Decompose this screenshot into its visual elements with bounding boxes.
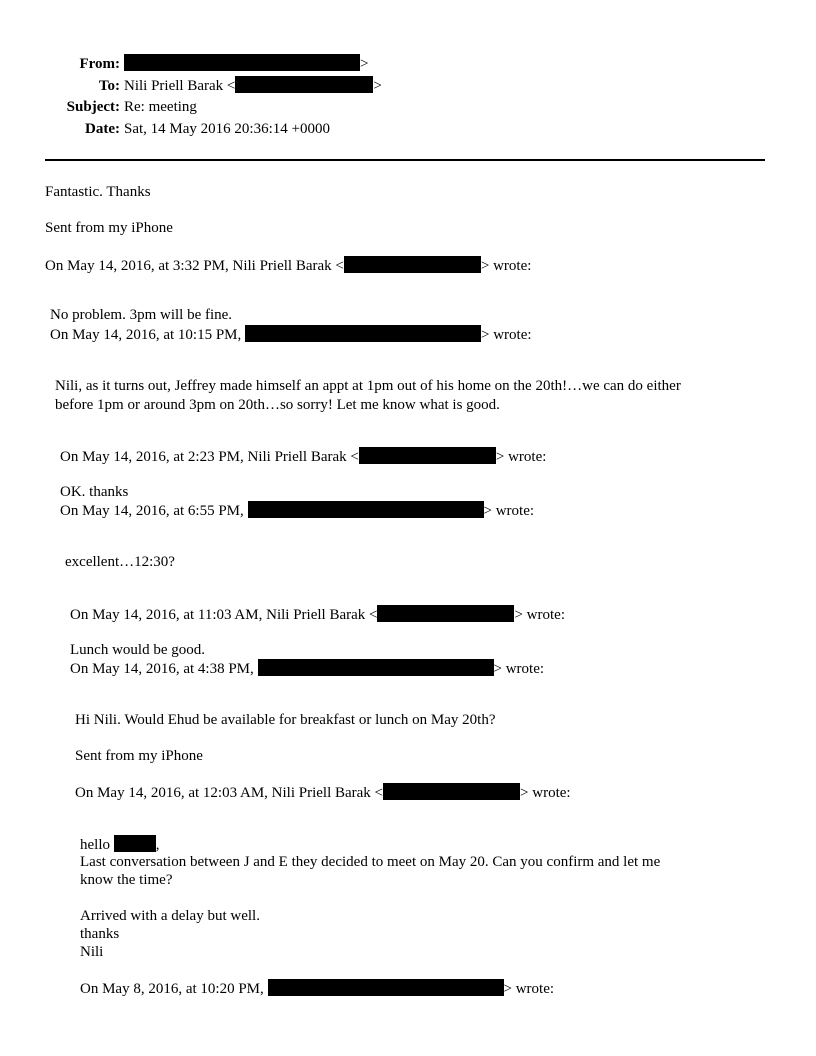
header-from xyxy=(0,54,368,73)
quote-header-tail: > wrote: xyxy=(495,449,547,465)
greeting-text: hello xyxy=(80,837,110,853)
body-line: Nili, as it turns out, Jeffrey made himself an appt at 1pm out of his home on the 20th!…we can do either xyxy=(55,378,681,394)
to-value: Nili Priell Barak < xyxy=(124,78,236,94)
body-line: Last conversation between J and E they decided to meet on May 20. Can you confirm and let me xyxy=(80,854,661,870)
body-line: Lunch would be good. xyxy=(70,642,205,658)
body-line: Hi Nili. Would Ehud be available for breakfast or lunch on May 20th? xyxy=(75,712,496,728)
quote-header xyxy=(60,501,534,520)
quote-header xyxy=(60,447,546,466)
quote-header xyxy=(70,659,544,678)
greeting-comma: , xyxy=(155,837,160,853)
body-line: Sent from my iPhone xyxy=(75,748,203,764)
subject-label: Subject: xyxy=(66,99,120,115)
body-line: OK. thanks xyxy=(60,484,129,500)
header-divider xyxy=(45,159,765,161)
body-line: know the time? xyxy=(80,872,173,888)
quote-header-tail: > wrote: xyxy=(514,607,565,623)
quote-header-tail: > wrote: xyxy=(483,503,535,519)
body-line: before 1pm or around 3pm on 20th…so sorry! Let me know what is good. xyxy=(55,397,500,413)
quote-header-text: On May 14, 2016, at 10:15 PM, xyxy=(50,327,242,343)
redaction-block xyxy=(245,325,481,342)
quote-header-tail: > wrote: xyxy=(520,785,571,801)
quote-header-tail: > wrote: xyxy=(493,661,545,677)
from-suffix: > xyxy=(360,56,369,72)
redaction-block xyxy=(268,979,504,996)
redaction-block xyxy=(235,76,373,93)
redaction-block xyxy=(383,783,520,800)
to-suffix: > xyxy=(373,78,382,94)
redaction-block xyxy=(344,256,481,273)
quote-header xyxy=(70,605,565,624)
body-line: Nili xyxy=(80,944,104,960)
quote-header xyxy=(45,256,531,275)
quote-header xyxy=(50,325,532,344)
quote-header-tail: > wrote: xyxy=(503,981,555,997)
from-label: From: xyxy=(79,56,120,72)
quote-header-text: On May 14, 2016, at 12:03 AM, Nili Priell Barak < xyxy=(75,785,384,801)
quote-header-text: On May 14, 2016, at 11:03 AM, Nili Priell Barak < xyxy=(70,607,378,623)
redaction-block xyxy=(258,659,494,676)
quote-header xyxy=(75,783,571,802)
body-line: Arrived with a delay but well. xyxy=(80,908,260,924)
quote-header-tail: > wrote: xyxy=(481,327,532,343)
redaction-block xyxy=(359,447,496,464)
redaction-block xyxy=(114,835,156,852)
body-line: excellent…12:30? xyxy=(65,554,175,570)
quote-header-text: On May 14, 2016, at 3:32 PM, Nili Priell Barak < xyxy=(45,258,344,274)
quote-header-text: On May 14, 2016, at 4:38 PM, xyxy=(70,661,254,677)
body-line: No problem. 3pm will be fine. xyxy=(50,307,233,323)
header-to xyxy=(0,76,382,95)
header-date xyxy=(0,120,330,138)
greeting-line xyxy=(80,835,160,854)
date-value: Sat, 14 May 2016 20:36:14 +0000 xyxy=(124,121,330,137)
subject-value: Re: meeting xyxy=(124,99,197,115)
quote-header-tail: > wrote: xyxy=(480,258,532,274)
body-line: Sent from my iPhone xyxy=(45,220,173,236)
to-label: To: xyxy=(98,78,120,94)
quote-header xyxy=(80,979,554,998)
redaction-block xyxy=(248,501,484,518)
body-line: thanks xyxy=(80,926,120,942)
body-line: Fantastic. Thanks xyxy=(45,184,151,200)
quote-header-text: On May 14, 2016, at 2:23 PM, Nili Priell Barak < xyxy=(60,449,359,465)
redaction-block xyxy=(377,605,514,622)
quote-header-text: On May 14, 2016, at 6:55 PM, xyxy=(60,503,244,519)
redaction-block xyxy=(124,54,360,71)
date-label: Date: xyxy=(85,121,120,137)
header-subject xyxy=(0,98,197,116)
quote-header-text: On May 8, 2016, at 10:20 PM, xyxy=(80,981,264,997)
